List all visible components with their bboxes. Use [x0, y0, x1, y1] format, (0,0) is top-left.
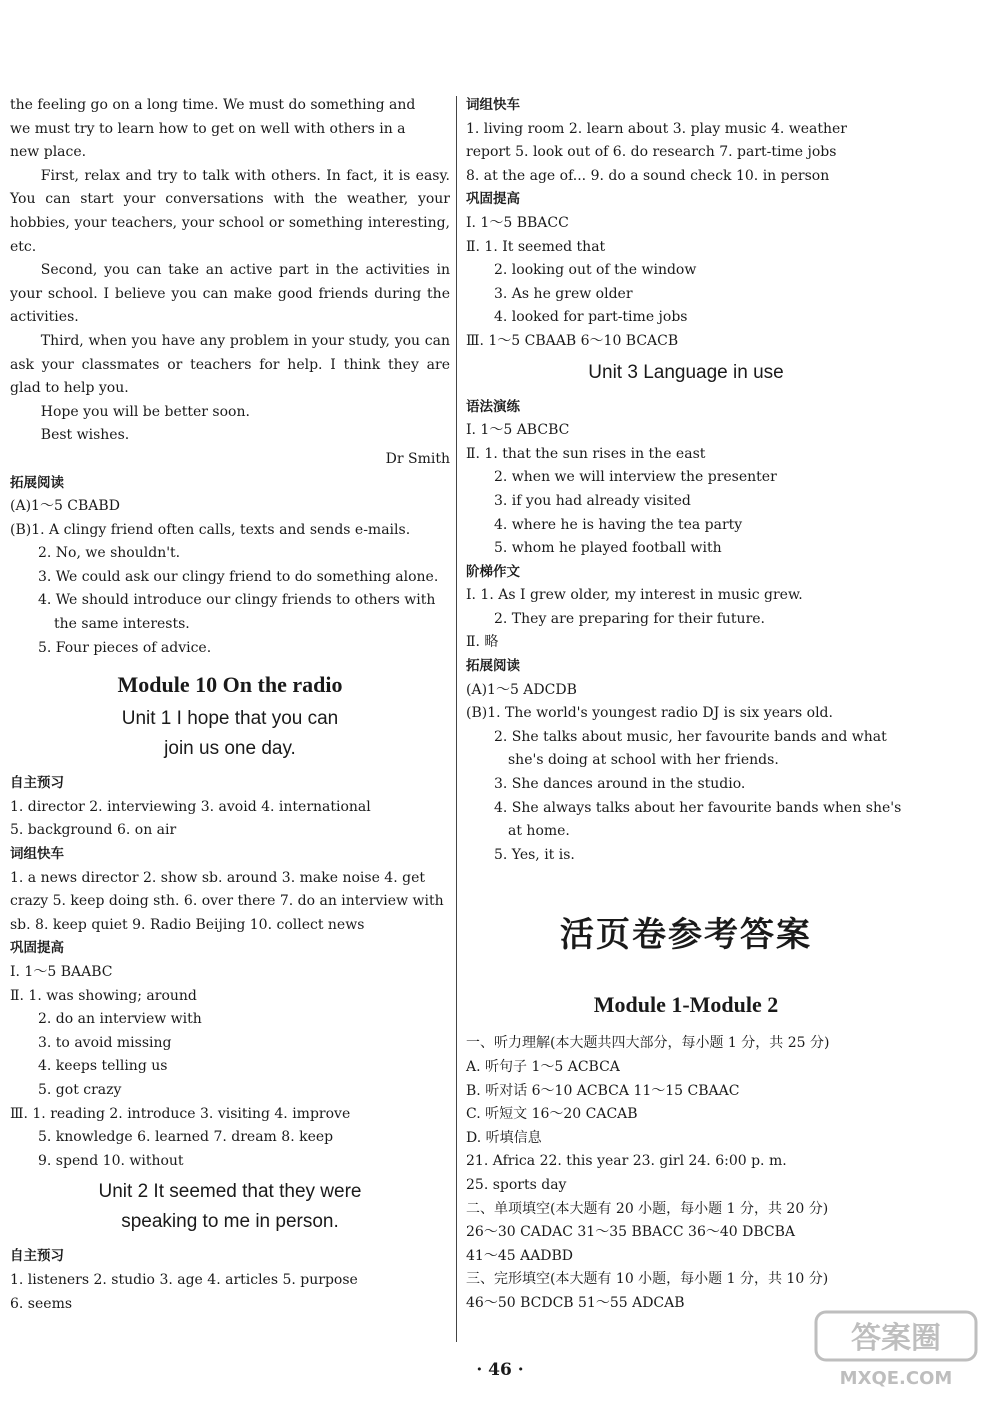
answer-line: 2. looking out of the window — [494, 262, 697, 279]
unit-title-cont: join us one day. — [164, 738, 296, 760]
svg-text:MXQE.COM: MXQE.COM — [839, 1368, 953, 1389]
answer-line: A. 听句子 1～5 ACBCA — [466, 1059, 620, 1075]
svg-text:答案圈: 答案圈 — [851, 1321, 941, 1356]
answer-line: 25. sports day — [466, 1176, 567, 1193]
answer-line: Ⅱ. 1. was showing; around — [10, 987, 197, 1004]
letter-wishes: Best wishes. — [40, 427, 130, 444]
answer-line: 5. knowledge 6. learned 7. dream 8. keep — [38, 1129, 334, 1146]
answer-line: 2. when we will interview the presenter — [494, 469, 777, 486]
answer-line: Ⅱ. 略 — [466, 634, 499, 651]
answer-line: 5. got crazy — [38, 1081, 122, 1098]
letter-paragraph-second: Second, you can take an active part in the activities in your school. I believe you can make good friends during the activities. — [10, 262, 450, 326]
answer-line: Ⅱ. 1. that the sun rises in the east — [466, 445, 706, 462]
section-heading: 语法演练 — [466, 398, 520, 415]
letter-signature: Dr Smith — [385, 450, 450, 467]
answer-line: 5. Four pieces of advice. — [38, 639, 212, 656]
answer-line: Ⅰ. 1～5 BBACC — [466, 214, 569, 231]
answer-line: 4. We should introduce our clingy friends to others with — [38, 592, 436, 609]
answer-line: 4. She always talks about her favourite bands when she's — [494, 799, 902, 816]
answer-line: 3. She dances around in the studio. — [494, 776, 746, 793]
answer-line: 3. As he grew older — [494, 285, 633, 302]
answer-line: 2. do an interview with — [38, 1011, 202, 1028]
left-column — [10, 94, 450, 1316]
answer-line: 1. living room 2. learn about 3. play music 4. weather — [466, 120, 848, 137]
section-heading: 拓展阅读 — [10, 474, 64, 491]
letter-line: new place. — [10, 144, 87, 161]
page-number: · 46 · — [476, 1360, 524, 1380]
answer-line: (A)1～5 ADCDB — [466, 681, 577, 698]
section-heading: 巩固提高 — [466, 191, 520, 208]
section-heading: 词组快车 — [10, 846, 64, 863]
section-heading: 拓展阅读 — [466, 658, 520, 675]
section-heading: 阶梯作文 — [466, 563, 520, 580]
answer-line: report 5. look out of 6. do research 7. part-time jobs — [466, 144, 837, 161]
answer-line: 6. seems — [10, 1295, 73, 1312]
column-divider — [456, 96, 457, 1342]
answer-line: 2. No, we shouldn't. — [38, 545, 181, 562]
answer-line: (A)1～5 CBABD — [10, 498, 120, 515]
answer-line: the same interests. — [54, 616, 190, 633]
module-title: Module 1-Module 2 — [593, 992, 779, 1018]
answer-line: (B)1. A clingy friend often calls, texts and sends e-mails. — [10, 521, 411, 538]
answer-line: 5. Yes, it is. — [494, 846, 575, 863]
answer-line: 1. a news director 2. show sb. around 3. make noise 4. get — [10, 869, 425, 886]
watermark-logo — [812, 1308, 980, 1390]
answer-line: 41～45 AADBD — [466, 1247, 574, 1264]
unit-title: Unit 3 Language in use — [588, 361, 784, 383]
letter-line: we must try to learn how to get on well with others in a — [10, 120, 406, 137]
answer-line: 1. director 2. interviewing 3. avoid 4. international — [10, 798, 371, 815]
answer-line: 3. We could ask our clingy friend to do something alone. — [38, 568, 439, 585]
letter-paragraph-third: Third, when you have any problem in your study, you can ask your classmates or teachers for help. I think they are glad to help you. — [10, 332, 450, 397]
right-column — [466, 94, 906, 1316]
section-title-listening: 一、听力理解(本大题共四大部分，每小题 1 分，共 25 分) — [466, 1035, 830, 1052]
answer-line: Ⅲ. 1～5 CBAAB 6～10 BCACB — [466, 332, 679, 349]
answer-line: 46～50 BCDCB 51～55 ADCAB — [466, 1294, 685, 1311]
letter-line: the feeling go on a long time. We must do something and — [10, 97, 416, 113]
answer-line: 4. keeps telling us — [38, 1058, 168, 1075]
letter-paragraph-first: First, relax and try to talk with others. In fact, it is easy. You can start your conversations with the weather, your hobbies, your teachers, your school or something interesting, etc. — [10, 167, 450, 255]
answer-line: D. 听填信息 — [466, 1129, 542, 1146]
unit-title-cont: speaking to me in person. — [121, 1211, 339, 1233]
answer-line: 9. spend 10. without — [38, 1152, 184, 1169]
answer-line: Ⅰ. 1. As I grew older, my interest in music grew. — [466, 587, 803, 604]
answer-line: Ⅱ. 1. It seemed that — [466, 238, 606, 255]
answer-line: sb. 8. keep quiet 9. Radio Beijing 10. collect news — [10, 916, 365, 933]
answer-line: 4. looked for part-time jobs — [494, 309, 688, 326]
letter-closing: Hope you will be better soon. — [40, 403, 250, 420]
answer-line: Ⅰ. 1～5 BAABC — [10, 964, 113, 980]
answer-line: 1. listeners 2. studio 3. age 4. articles 5. purpose — [10, 1271, 358, 1288]
answer-line: 8. at the age of... 9. do a sound check 10. in person — [466, 167, 830, 184]
answer-line: (B)1. The world's youngest radio DJ is six years old. — [466, 705, 833, 722]
answer-line: C. 听短文 16～20 CACAB — [466, 1106, 638, 1123]
answer-line: 4. where he is having the tea party — [494, 516, 743, 533]
answer-line: 3. if you had already visited — [494, 492, 691, 509]
answer-line: Ⅲ. 1. reading 2. introduce 3. visiting 4. improve — [10, 1105, 351, 1122]
answer-line: crazy 5. keep doing sth. 6. over there 7. do an interview with — [10, 893, 444, 910]
answer-line: 3. to avoid missing — [38, 1034, 172, 1051]
unit-title: Unit 1 I hope that you can — [121, 708, 339, 730]
answer-line: 26～30 CADAC 31～35 BBACC 36～40 DBCBA — [466, 1224, 795, 1241]
section-heading: 自主预习 — [10, 1248, 64, 1265]
answer-line: Ⅰ. 1～5 ABCBC — [466, 422, 570, 439]
section-title-cloze: 三、完形填空(本大题有 10 小题，每小题 1 分，共 10 分) — [466, 1271, 829, 1288]
section-heading: 词组快车 — [466, 97, 520, 113]
section-title-single-choice: 二、单项填空(本大题有 20 小题，每小题 1 分，共 20 分) — [466, 1200, 829, 1217]
section-heading: 巩固提高 — [10, 940, 64, 957]
answer-line: 2. She talks about music, her favourite bands and what — [494, 728, 887, 745]
answer-line: 21. Africa 22. this year 23. girl 24. 6:00 p. m. — [466, 1153, 787, 1170]
module-title: Module 10 On the radio — [117, 672, 343, 698]
answer-line: 5. background 6. on air — [10, 822, 177, 839]
section-heading: 自主预习 — [10, 775, 64, 792]
answer-key-title: 活页卷参考答案 — [560, 915, 812, 956]
answer-line: 2. They are preparing for their future. — [494, 610, 765, 627]
answer-line: at home. — [508, 823, 570, 840]
answer-line: 5. whom he played football with — [494, 540, 722, 557]
answer-line: she's doing at school with her friends. — [508, 752, 779, 769]
unit-title: Unit 2 It seemed that they were — [98, 1181, 362, 1203]
answer-line: B. 听对话 6～10 ACBCA 11～15 CBAAC — [466, 1082, 740, 1099]
